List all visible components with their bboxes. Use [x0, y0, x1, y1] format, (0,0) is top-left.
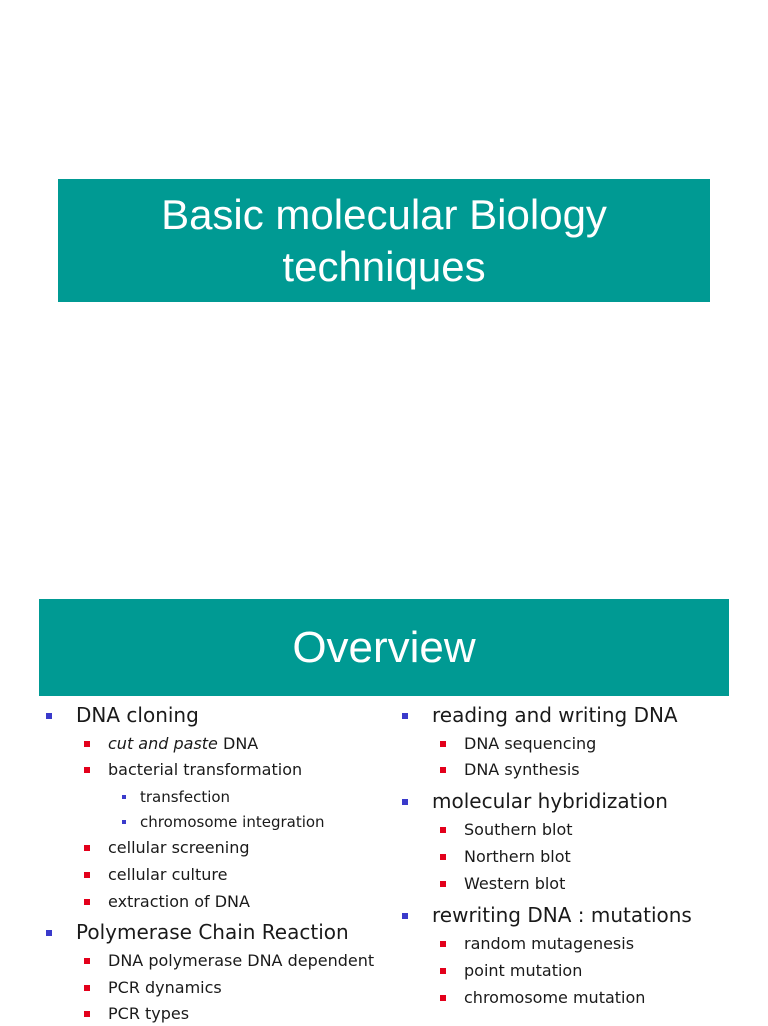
square-bullet-icon [84, 899, 90, 905]
square-bullet-icon [84, 741, 90, 747]
square-bullet-icon [84, 767, 90, 773]
overview-heading: Overview [292, 622, 476, 672]
square-bullet-icon [440, 767, 446, 773]
square-bullet-icon [440, 995, 446, 1001]
overview-banner [39, 599, 729, 696]
cut-and-paste-emphasis: cut and paste [108, 734, 218, 753]
square-bullet-icon [84, 845, 90, 851]
square-bullet-icon [46, 713, 52, 719]
square-bullet-icon [440, 941, 446, 947]
square-bullet-icon [440, 741, 446, 747]
title-line-2: techniques [282, 242, 486, 290]
square-bullet-icon [46, 930, 52, 936]
square-bullet-icon [84, 1011, 90, 1017]
title-line-1: Basic molecular Biology [161, 190, 607, 238]
square-bullet-icon [402, 713, 408, 719]
square-bullet-icon [440, 881, 446, 887]
square-bullet-icon [402, 913, 408, 919]
square-bullet-icon [84, 985, 90, 991]
square-bullet-icon [122, 795, 126, 799]
title-banner [58, 179, 710, 302]
square-bullet-icon [440, 854, 446, 860]
square-bullet-icon [84, 872, 90, 878]
square-bullet-icon [440, 968, 446, 974]
square-bullet-icon [122, 820, 126, 824]
square-bullet-icon [440, 827, 446, 833]
square-bullet-icon [402, 799, 408, 805]
square-bullet-icon [84, 958, 90, 964]
